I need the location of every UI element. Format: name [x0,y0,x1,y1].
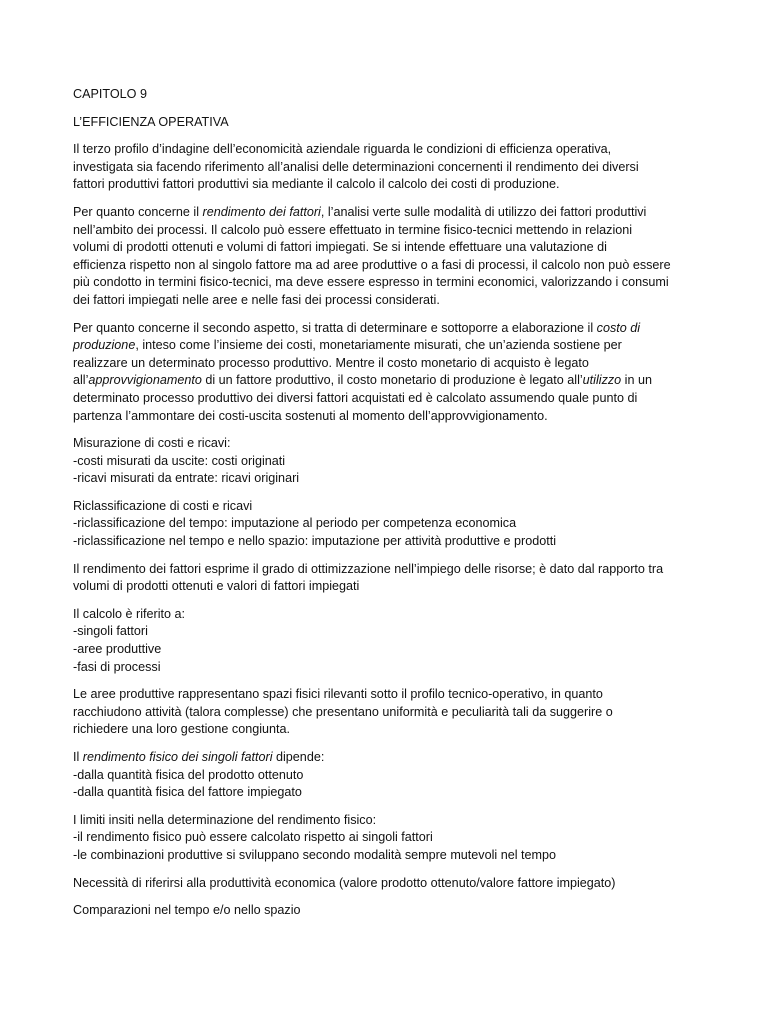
italic-run: rendimento fisico dei singoli fattori [82,750,273,764]
text-line [73,623,697,641]
text-run: nell’ambito dei processi. Il calcolo può essere effettuato in termine fisico-tecnici mettendo in relazioni [73,222,633,237]
text-line [73,239,697,257]
text-line [73,498,697,516]
text-run: volumi di prodotti ottenuti e valori di fattori impiegati [73,579,360,594]
text-line [73,784,697,802]
italic-run: produzione [73,338,136,353]
text-run: Comparazioni nel tempo e/o nello spazio [73,903,301,918]
text-run: -fasi di processi [73,659,161,674]
text-run: -dalla quantità fisica del fattore impiegato [73,785,302,800]
text-line [73,704,697,722]
text-run: Misurazione di costi e ricavi: [73,436,231,451]
text-run: fattori produttivi fattori produttivi sia mediante il calcolo il calcolo dei costi di produzione. [73,177,560,192]
text-run: Il [73,750,83,764]
text-line [73,159,697,177]
paragraph [73,204,697,310]
paragraph [73,749,697,802]
paragraph [73,498,697,551]
text-run: Il terzo profilo d’indagine dell’economicità aziendale riguarda le condizioni di efficienza operativa, [73,142,612,157]
text-run: -il rendimento fisico può essere calcolato rispetto ai singoli fattori [73,830,433,845]
italic-run: utilizzo [582,373,622,388]
text-line [73,274,697,292]
text-run: -le combinazioni produttive si sviluppano secondo modalità sempre mutevoli nel tempo [73,847,557,862]
text-run: richiedere una loro gestione congiunta. [73,722,291,737]
text-run: -aree produttive [73,642,162,657]
text-line [73,641,697,659]
text-run: Per quanto concerne il secondo aspetto, si tratta di determinare e sottoporre a elaborazione il [73,320,597,335]
paragraph [73,875,697,893]
text-line [73,372,697,390]
text-run: -costi misurati da uscite: costi originati [73,453,286,468]
text-run: Necessità di riferirsi alla produttività economica (valore prodotto ottenuto/valore fattore impiegato) [73,875,616,890]
italic-run: rendimento dei fattori [202,204,321,219]
text-run: determinato processo produttivo dei diversi fattori acquistati ed è calcolato assumendo quale punto di [73,390,638,405]
text-run: dei fattori impiegati nelle aree e nelle fasi dei processi considerati. [73,292,440,307]
body-text [73,141,697,920]
text-run: partenza l’ammontare dei costi-uscita sostenuti al momento dell’approvvigionamento. [73,408,548,423]
text-line [73,355,697,373]
text-run: I limiti insiti nella determinazione del rendimento fisico: [73,812,377,827]
paragraph [73,606,697,676]
text-line [73,721,697,739]
paragraph [73,902,697,920]
text-line [73,320,697,338]
text-line [73,408,697,426]
italic-run: costo di [596,320,641,335]
paragraph [73,141,697,194]
text-line [73,470,697,488]
text-line [73,515,697,533]
text-line [73,875,697,893]
text-line [73,533,697,551]
text-run: all’ [73,373,89,388]
section-title: L’EFFICIENZA OPERATIVA [73,114,229,129]
text-run: -riclassificazione nel tempo e nello spazio: imputazione per attività produttive e prodotti [73,534,557,549]
text-run: Il rendimento dei fattori esprime il grado di ottimizzazione nell’impiego delle risorse; è dato dal rapporto tra [73,561,664,576]
text-line [73,659,697,677]
text-run: Per quanto concerne il [73,204,203,219]
text-line [73,292,697,310]
paragraph [73,561,697,596]
paragraph [73,812,697,865]
paragraph [73,435,697,488]
italic-run: approvvigionamento [88,373,202,388]
paragraph [73,686,697,739]
text-line [73,141,697,159]
text-run: -dalla quantità fisica del prodotto ottenuto [73,767,304,782]
text-line [73,390,697,408]
text-line [73,902,697,920]
chapter-heading: CAPITOLO 9 [73,87,147,101]
text-line [73,847,697,865]
text-line [73,767,697,785]
text-run: volumi di prodotti ottenuti e volumi di fattori impiegati. Se si intende effettuare una valutazione di [73,240,607,255]
text-run: -singoli fattori [73,624,148,639]
text-line [73,561,697,579]
text-line [73,204,697,222]
paragraph [73,320,697,426]
text-run: più condotto in termini fisico-tecnici, ma deve essere espresso in termini economici, valorizzando i consumi [73,275,669,290]
text-run: efficienza rispetto non al singolo fattore ma ad aree produttive o a fasi di processi, il calcolo non può essere [73,257,671,272]
text-line [73,337,697,355]
text-line [73,606,697,624]
text-run: -riclassificazione del tempo: imputazione al periodo per competenza economica [73,516,517,531]
text-line [73,812,697,830]
text-run: -ricavi misurati da entrate: ricavi originari [73,471,300,486]
text-line [73,453,697,471]
text-run: , inteso come l’insieme dei costi, monetariamente misurati, che un’azienda sostiene per [135,338,622,353]
text-run: di un fattore produttivo, il costo monetario di produzione è legato all’ [201,373,583,388]
text-run: racchiudono attività (talora complesse) che presentano uniformità e peculiarità tali da suggerire o [73,704,613,719]
text-run: , l’analisi verte sulle modalità di utilizzo dei fattori produttivi [320,204,647,219]
text-line [73,222,697,240]
text-line [73,257,697,275]
text-run: investigata sia facendo riferimento all’analisi delle determinazioni concernenti il rendimento dei diversi [73,159,639,174]
text-run: Il calcolo è riferito a: [73,606,185,621]
text-run: in un [621,373,652,388]
text-run: Riclassificazione di costi e ricavi [73,498,253,513]
text-line [73,435,697,453]
text-line [73,686,697,704]
text-run: Le aree produttive rappresentano spazi fisici rilevanti sotto il profilo tecnico-operativo, in quanto [73,687,603,702]
text-run: realizzare un determinato processo produttivo. Mentre il costo monetario di acquisto è legato [73,355,589,370]
text-run: dipende: [272,750,325,764]
text-line [73,578,697,596]
text-line [73,749,697,767]
text-line [73,176,697,194]
document-page [73,86,697,930]
text-line [73,829,697,847]
